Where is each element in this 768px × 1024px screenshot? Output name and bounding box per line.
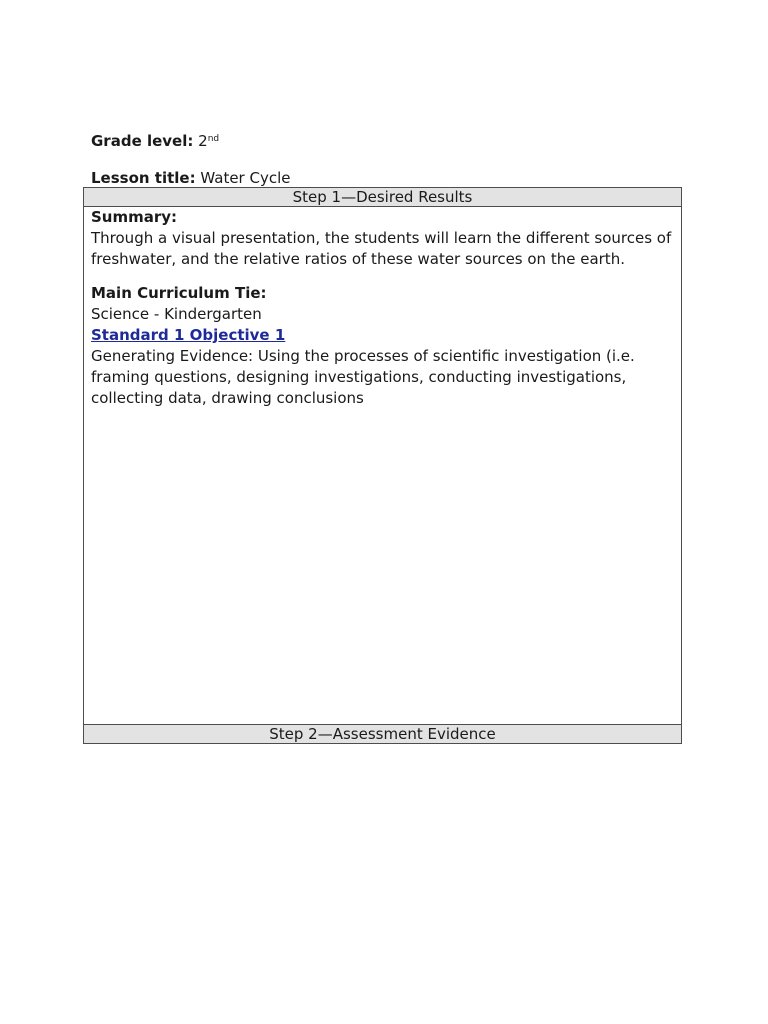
step1-body [84,207,681,724]
lesson-plan-table [83,187,682,744]
standard-description: Generating Evidence: Using the processes of scientific investigation (i.e. framing questions, designing investigations, conducting investigations, collecting data, drawing conclusions [91,347,635,407]
grade-level-suffix: nd [207,134,220,144]
summary-label: Summary: [91,208,178,226]
grade-level-label: Grade level: [91,132,194,150]
lesson-title-line [91,169,290,187]
standard-objective-link[interactable]: Standard 1 Objective 1 [91,326,286,344]
curriculum-tie-label: Main Curriculum Tie: [91,284,267,302]
step2-header: Step 2—Assessment Evidence [84,724,681,743]
lesson-title-value: Water Cycle [200,169,291,187]
lesson-title-label: Lesson title: [91,169,196,187]
grade-level-line [91,132,219,150]
summary-text: Through a visual presentation, the students will learn the different sources of freshwater, and the relative ratios of these water sources on the earth. [91,229,672,268]
step1-header: Step 1—Desired Results [84,188,681,207]
section-spacer [91,270,675,283]
curriculum-subject: Science - Kindergarten [91,305,262,323]
grade-level-value: 2 [198,132,208,150]
